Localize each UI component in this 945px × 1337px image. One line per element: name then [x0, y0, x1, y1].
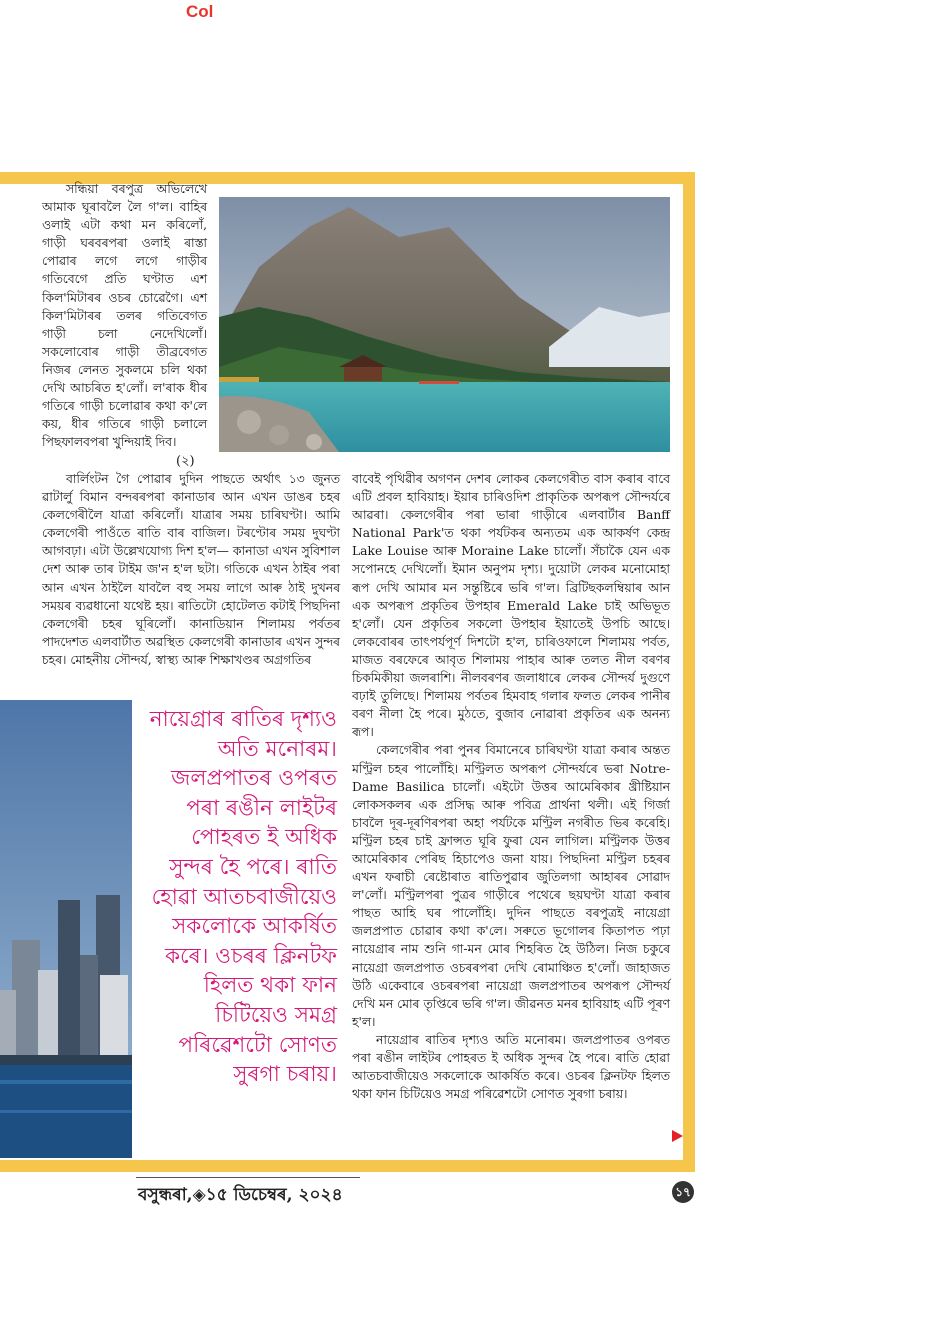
footer-rule: [136, 1177, 360, 1178]
continue-arrow-icon: [672, 1130, 683, 1142]
paragraph: বাবেই পৃথিৱীৰ অগণন দেশৰ লোকৰ কেলগেৰীত বাস কৰাৰ বাবে এটি প্ৰবল হাবিয়াহ। ইয়াৰ চাৰিওদিশ প্ৰাকৃতিক অপৰূপ সৌন্দৰ্যৰে আৱৰা। কেলগেৰীৰ পৰা ভাৰা গাড়ীৰে এলবাৰ্টাৰ Banff National Park'ত থকা পৰ্যটকৰ অন্যতম এক আকৰ্ষণ কেন্দ্ৰ Lake Louise আৰু Moraine Lake চালোঁ। সঁচাকৈ যেন এক সপোনহে দেখিলোঁ। ইমান অনুপম দৃশ্য। দুয়োটা লেকৰ মনোমোহা ৰূপ দেখি আমাৰ মন সন্তুষ্টিৰে ভৰি গ'ল। ব্ৰিটিছকলম্বিয়াৰ আন এক অপৰূপ প্ৰকৃতিৰ উপহাৰ Emerald Lake চাই অভিভূত হ'লোঁ। যেন প্ৰকৃতিৰ সকলো উপহাৰ ইয়াতেই উপচি আছে। লেকবোৰৰ তাৎপৰ্যপূৰ্ণ দিশটো হ'ল, চাৰিওফালে শিলাময় পৰ্বত, মাজত বৰফেৰে আবৃত শিলাময় পাহাৰ আৰু তলত নীল বৰণৰ চিকমিকীয়া জলৰাশি। নীলবৰণৰ জলাধাৰে লেকৰ সৌন্দৰ্য দুগুণে বঢ়াই তুলিছে। শিলাময় পৰ্বতৰ হিমবাহ গলাৰ ফলত লেকৰ পানীৰ বৰণ নীলা হৈ পৰে। মুঠতে, বুজাব নোৱাৰা প্ৰকৃতিৰ এক অনন্য ৰূপ।: [352, 472, 670, 740]
publication-date: ১৫ ডিচেম্বৰ, ২০২৪: [205, 1185, 343, 1205]
paragraph: বাৰ্লিংটন গৈ পোৱাৰ দুদিন পাছতে অৰ্থাৎ ১৩ জুনত ৱাটাৰ্লু বিমান বন্দৰৰপৰা কানাডাৰ আন এখন ডাঙৰ চহৰ কেলগেৰীলৈ যাত্ৰা কৰিলোঁ। যাত্ৰাৰ সময় চাৰিঘণ্টা। আমি কেলগেৰী পাওঁতে ৰাতি বাৰ বাজিল। টৰণ্টোৰ সময় দুঘণ্টা আগবঢ়া। এটা উল্লেখযোগ্য দিশ হ'ল— কানাডা এখন সুবিশাল দেশ আৰু তাৰ টাইম জ'ন হ'ল ছটা। গতিকে এখন ঠাইৰ পৰা আন এখন ঠাইলৈ যাবলৈ বহু সময় লাগে আৰু ঠাই দুখনৰ সময়ৰ ব্যৱধানো যথেষ্ট হয়। ৰাতিটো হোটেলত কটাই পিছদিনা কেলগেৰী চহৰ ঘূৰিলোঁ। কানাডিয়ান শিলাময় পৰ্বতৰ পাদদেশত এলবাৰ্টাত অৱস্থিত কেলগেৰী কানাডাৰ এখন সুন্দৰ চহৰ। মোহনীয় সৌন্দৰ্য, স্বাস্থ্য আৰু শিক্ষাখণ্ডৰ অগ্ৰগতিৰ: [42, 472, 340, 667]
col-tag: Col: [186, 2, 214, 21]
publication-name: বসুন্ধৰা,: [138, 1185, 193, 1205]
pull-quote: নায়েগ্ৰাৰ ৰাতিৰ দৃশ্যও অতি মনোৰম। জলপ্ৰপাতৰ ওপৰত পৰা ৰঙীন লাইটৰ পোহৰত ই অধিক সুন্দৰ হৈ পৰে। ৰাতি হোৱা আতচবাজীয়েও সকলোকে আকৰ্ষিত কৰে। ওচৰৰ ক্লিনটফ হিলত থকা ফান চিটিয়েও সমগ্ৰ পৰিৱেশটো সোণত সুৰগা চৰায়।: [149, 707, 337, 1088]
left-mid-column: [42, 470, 340, 669]
footer-publication: [138, 1182, 343, 1210]
right-column: [352, 470, 670, 1103]
lake-mountain-photo: [219, 197, 670, 452]
paragraph: সন্ধিয়া বৰপুত্ৰ অভিলেখে আমাক ঘূৰাবলৈ লৈ গ'ল। বাহিৰ ওলাই এটা কথা মন কৰিলোঁ, গাড়ী ঘৰবৰপৰা ওলাই ৰাস্তা পোৱাৰ লগে লগে গাড়ীৰ গতিবেগে প্ৰতি ঘণ্টাত এশ কিল'মিটাৰৰ ওচৰ চোৱেগৈ। এশ কিল'মিটাৰৰ তলৰ গতিবেগত গাড়ী চলা নেদেখিলোঁ। সকলোবোৰ গাড়ী তীব্ৰবেগত নিজৰ লেনত সুকলমে চলি থকা দেখি আচৰিত হ'লোঁ। ল'ৰাক ধীৰ গতিৰে গাড়ী চলোৱাৰ কথা ক'লে কয়, ধীৰ গতিৰে গাড়ী চলালে পিছফালবপৰা খুন্দিয়াই দিব।: [42, 182, 207, 450]
paragraph: নায়েগ্ৰাৰ ৰাতিৰ দৃশ্যও অতি মনোৰম। জলপ্ৰপাতৰ ওপৰত পৰা ৰঙীন লাইটৰ পোহৰত ই অধিক সুন্দৰ হৈ পৰে। ৰাতি হোৱা আতচবাজীয়েও সকলোকে আকৰ্ষিত কৰে। ওচৰৰ ক্লিনটফ হিলত থকা ফান চিটিয়েও সমগ্ৰ পৰিৱেশটো সোণত সুৰগা চৰায়।: [352, 1032, 670, 1102]
diamond-icon: ◈: [192, 1185, 206, 1205]
page-number: ১৭: [672, 1181, 694, 1203]
paragraph: কেলগেৰীৰ পৰা পুনৰ বিমানেৰে চাৰিঘণ্টা যাত্ৰা কৰাৰ অন্তত মণ্ট্ৰিল চহৰ পালোঁহি। মণ্ট্ৰিলত অপৰূপ সৌন্দৰ্যৰে ভৰা Notre-Dame Basilica চালোঁ। এইটো উত্তৰ আমেৰিকাৰ খ্ৰীষ্টিয়ান লোকসকলৰ এক প্ৰসিদ্ধ আৰু পবিত্ৰ প্ৰাৰ্থনা থলী। এই গিৰ্জা চাবলৈ দূৰ-দূৰণিৰপৰা অহা পৰ্যটকে মণ্ট্ৰিল নগৰীত ভিৰ কৰেহি। মণ্ট্ৰিল চহৰ চাই ফ্ৰান্সত ঘূৰি ফুৰা যেন লাগিল। মণ্ট্ৰিলক উত্তৰ আমেৰিকাৰ পেৰিছ হিচাপেও জনা যায়। পিছদিনা মণ্ট্ৰিল চহৰৰ এখন ফৰাচী ৰেষ্টোৰাত ৰাতিপুৱাৰ জুতিলগা আহাৰৰ সোৱাদ ল'লোঁ। মণ্ট্ৰিলপৰা পুত্ৰৰ গাড়ীৰে পথেৰে ছয়ঘণ্টা যাত্ৰা কৰাৰ পাছত আহি ঘৰ পালোঁহি। দুদিন পাছতে বৰপুত্ৰই নায়েগ্ৰা জলপ্ৰপাত চোৱাৰ কথা ক'লে। সৰুতে ভূগোলৰ কিতাপত পঢ়া নায়েগ্ৰাৰ নাম শুনি গা-মন মোৰ শিহৰিত হৈ উঠিল। নিজ চকুৰে নায়েগ্ৰা জলপ্ৰপাত ওচৰৰপৰা দেখি ৰোমাঞ্চিত হ'লোঁ। জাহাজত উঠি একেবাৰে ওচৰৰপৰা নায়েগ্ৰা জলপ্ৰপাতৰ অপৰূপ সৌন্দৰ্য দেখি মন মোৰ তৃপ্তিৰে ভৰি গ'ল। জীৱনত মনৰ হাবিয়াহ এটি পূৰণ হ'ল।: [352, 743, 670, 1029]
left-top-column: [42, 180, 207, 451]
section-number: (২): [176, 454, 195, 469]
city-skyline-photo: [0, 700, 132, 1158]
